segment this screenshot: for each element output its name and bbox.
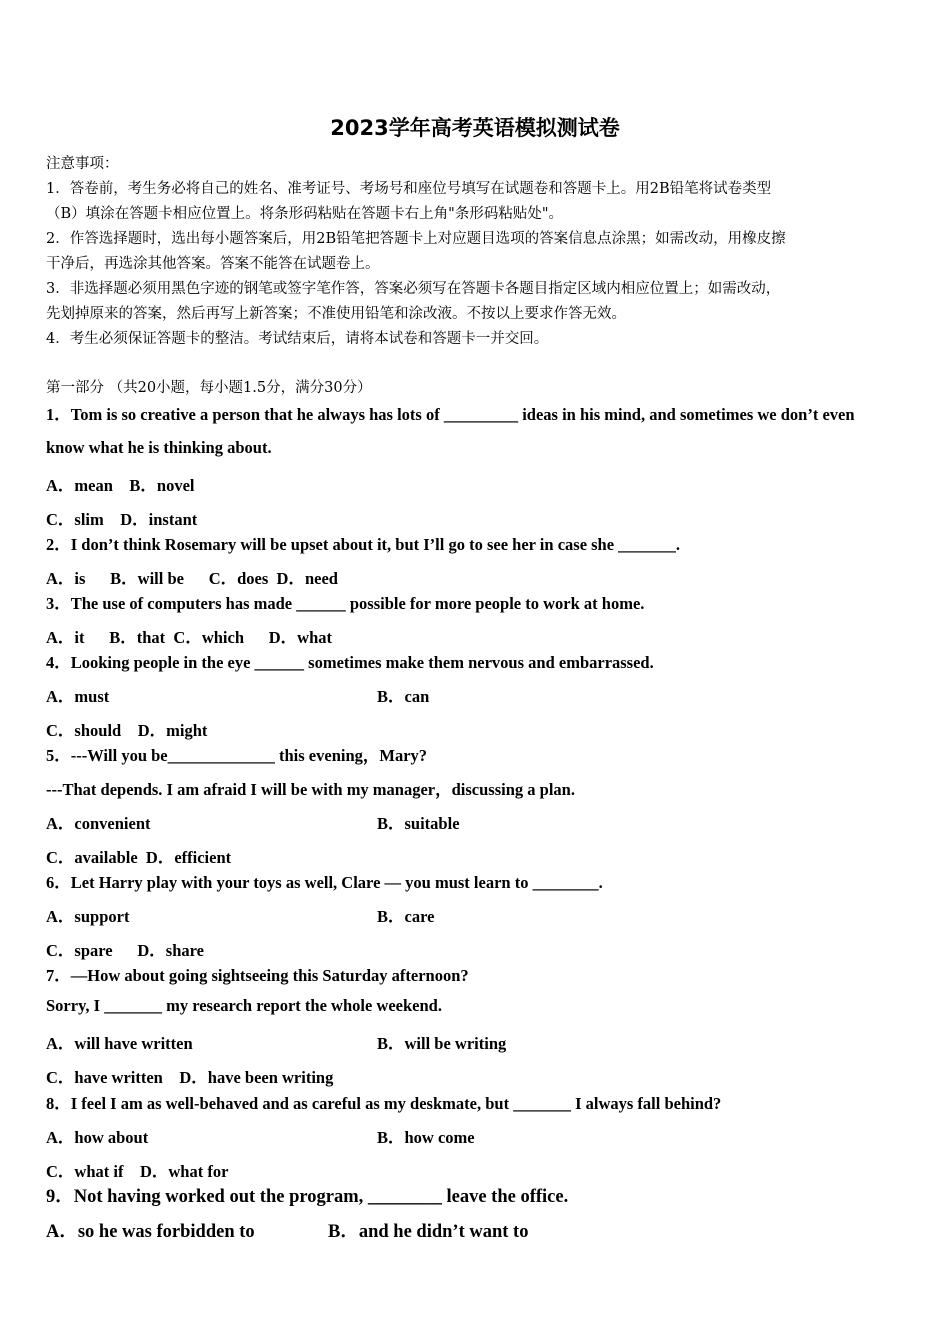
- question-2-options: A．is B．will be C．does D．need: [46, 569, 338, 588]
- question-1-text-cont: know what he is thinking about.: [46, 438, 272, 457]
- question-9-option-b: B．and he didn’t want to: [328, 1222, 529, 1242]
- question-6-text: 6．Let Harry play with your toys as well, Clare — you must learn to ________.: [46, 873, 603, 892]
- question-1-options: A．mean B．novel: [46, 476, 195, 495]
- question-5-options: C．available D．efficient: [46, 848, 232, 867]
- question-7-text: 7．—How about going sightseeing this Saturday afternoon?: [46, 966, 469, 985]
- notice-line: 1．答卷前，考生务必将自己的姓名、准考证号、考场号和座位号填写在试题卷和答题卡上。用2B铅笔将试卷类型: [46, 181, 772, 197]
- question-8-option-a: A．how about: [46, 1128, 149, 1147]
- question-8-options: C．what if D．what for: [46, 1162, 229, 1181]
- question-9-option-a: A．so he was forbidden to: [46, 1222, 255, 1242]
- notice-heading: 注意事项：: [46, 156, 119, 172]
- question-8-text: 8．I feel I am as well-behaved and as careful as my deskmate, but _______ I always fall behind?: [46, 1094, 722, 1113]
- notice-line: （B）填涂在答题卡相应位置上。将条形码粘贴在答题卡右上角"条形码粘贴处"。: [46, 206, 563, 222]
- notice-line: 2．作答选择题时，选出每小题答案后，用2B铅笔把答题卡上对应题目选项的答案信息点涂黑；如需改动，用橡皮擦: [46, 231, 786, 247]
- notice-line: 4．考生必须保证答题卡的整洁。考试结束后，请将本试卷和答题卡一并交回。: [46, 331, 549, 347]
- question-1-text: 1．Tom is so creative a person that he always has lots of _________ ideas in his mind, and sometimes we don’t even: [46, 405, 855, 424]
- question-4-options: C．should D．might: [46, 721, 208, 740]
- page-title: 2023学年高考英语模拟测试卷: [330, 116, 620, 140]
- section-heading: 第一部分 （共20小题，每小题1.5分，满分30分）: [46, 380, 372, 396]
- notice-line: 先划掉原来的答案，然后再写上新答案；不准使用铅笔和涂改液。不按以上要求作答无效。: [46, 306, 626, 322]
- question-5-text-cont: ---That depends. I am afraid I will be with my manager，discussing a plan.: [46, 780, 575, 799]
- question-7-option-b: B．will be writing: [377, 1034, 507, 1053]
- question-6-option-b: B．care: [377, 907, 435, 926]
- question-1-options: C．slim D．instant: [46, 510, 198, 529]
- question-3-text: 3．The use of computers has made ______ possible for more people to work at home.: [46, 594, 645, 613]
- question-2-text: 2．I don’t think Rosemary will be upset about it, but I’ll go to see her in case she _______.: [46, 535, 681, 554]
- question-7-options: C．have written D．have been writing: [46, 1068, 334, 1087]
- question-6-option-a: A．support: [46, 907, 130, 926]
- question-4-option-a: A．must: [46, 687, 110, 706]
- notice-line: 干净后，再选涂其他答案。答案不能答在试题卷上。: [46, 256, 380, 272]
- question-6-options: C．spare D．share: [46, 941, 204, 960]
- question-3-options: A．it B．that C．which D．what: [46, 628, 333, 647]
- question-5-option-a: A．convenient: [46, 814, 151, 833]
- question-7-text-cont: Sorry, I _______ my research report the whole weekend.: [46, 996, 442, 1015]
- question-5-option-b: B．suitable: [377, 814, 460, 833]
- notice-line: 3．非选择题必须用黑色字迹的钢笔或签字笔作答，答案必须写在答题卡各题目指定区域内相应位置上；如需改动，: [46, 281, 781, 297]
- question-5-text: 5．---Will you be_____________ this evening，Mary?: [46, 746, 428, 765]
- question-7-option-a: A．will have written: [46, 1034, 193, 1053]
- question-9-text: 9．Not having worked out the program, ________ leave the office.: [46, 1187, 569, 1207]
- question-4-option-b: B．can: [377, 687, 430, 706]
- question-8-option-b: B．how come: [377, 1128, 475, 1147]
- question-4-text: 4．Looking people in the eye ______ sometimes make them nervous and embarrassed.: [46, 653, 654, 672]
